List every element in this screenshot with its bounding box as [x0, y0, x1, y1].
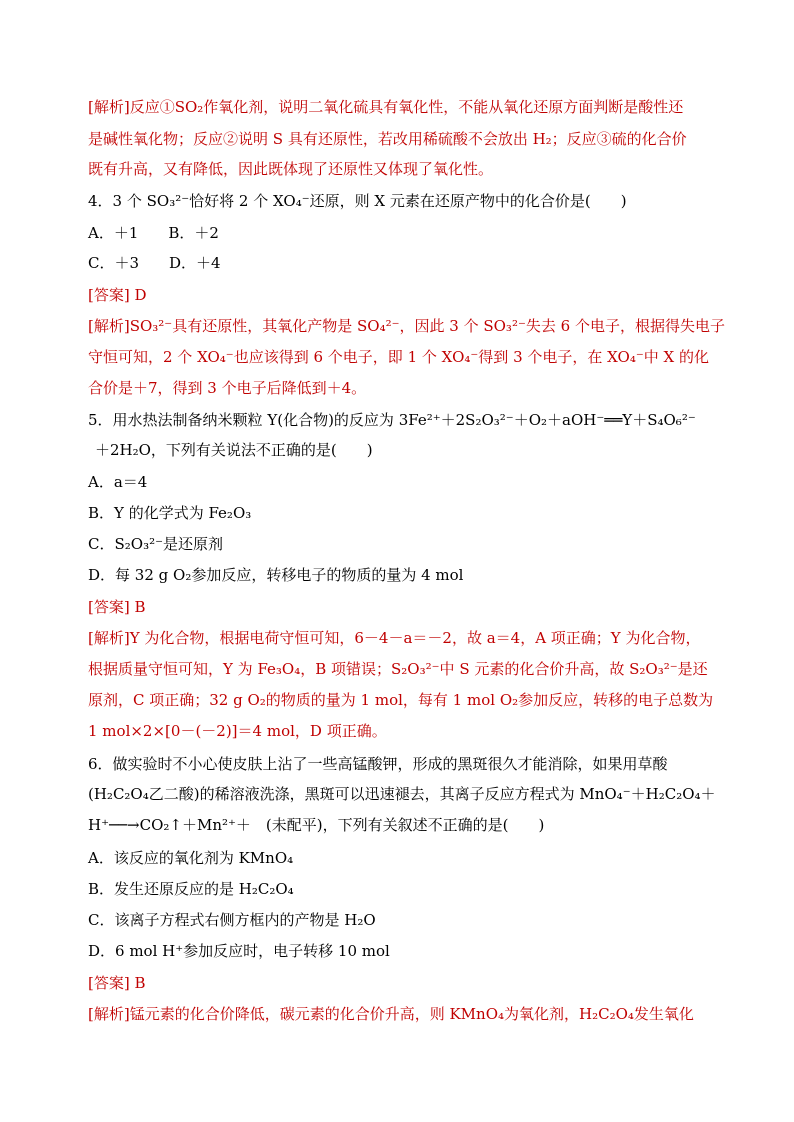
- text-line: [解析]反应①SO₂作氧化剂，说明二氧化硫具有氧化性，不能从氧化还原方面判断是酸性还: [88, 98, 684, 116]
- text-line: A．该反应的氧化剂为 KMnO₄: [88, 849, 294, 867]
- text-line: 4．3 个 SO₃²⁻恰好将 2 个 XO₄⁻还原，则 X 元素在还原产物中的化合价是( ): [88, 192, 627, 210]
- text-line: 1 mol×2×[0－(－2)]＝4 mol，D 项正确。: [88, 722, 387, 740]
- text-line: (H₂C₂O₄乙二酸)的稀溶液洗涤，黑斑可以迅速褪去，其离子反应方程式为 MnO₄⁻＋H₂C₂O₄＋: [88, 785, 716, 803]
- text-line: [答案] B: [88, 974, 146, 992]
- text-line: 既有升高，又有降低，因此既体现了还原性又体现了氧化性。: [88, 160, 494, 178]
- text-line: 守恒可知，2 个 XO₄⁻也应该得到 6 个电子，即 1 个 XO₄⁻得到 3 个电子，在 XO₄⁻中 X 的化: [88, 348, 710, 366]
- text-line: B．发生还原反应的是 H₂C₂O₄: [88, 880, 294, 898]
- text-line: D．6 mol H⁺参加反应时，电子转移 10 mol: [88, 942, 390, 960]
- text-line: [解析]锰元素的化合价降低，碳元素的化合价升高，则 KMnO₄为氧化剂，H₂C₂O₄发生氧化: [88, 1005, 694, 1023]
- text-line: 5．用水热法制备纳米颗粒 Y(化合物)的反应为 3Fe²⁺＋2S₂O₃²⁻＋O₂＋aOH⁻══Y＋S₄O₆²⁻: [88, 411, 696, 429]
- text-line: D．每 32 g O₂参加反应，转移电子的物质的量为 4 mol: [88, 566, 464, 584]
- text-line: H⁺──→CO₂↑＋Mn²⁺＋ (未配平)，下列有关叙述不正确的是( ): [88, 816, 545, 834]
- text-line: [解析]SO₃²⁻具有还原性，其氧化产物是 SO₄²⁻，因此 3 个 SO₃²⁻失去 6 个电子，根据得失电子: [88, 317, 725, 335]
- text-line: A．a＝4: [88, 473, 148, 491]
- text-line: [解析]Y 为化合物，根据电荷守恒可知，6－4－a＝－2，故 a＝4，A 项正确；Y 为化合物，: [88, 629, 701, 647]
- text-line: 合价是＋7，得到 3 个电子后降低到＋4。: [88, 379, 367, 397]
- text-line: 原剂，C 项正确；32 g O₂的物质的量为 1 mol，每有 1 mol O₂参加反应，转移的电子总数为: [88, 691, 714, 709]
- text-line: 根据质量守恒可知，Y 为 Fe₃O₄，B 项错误；S₂O₃²⁻中 S 元素的化合价升高，故 S₂O₃²⁻是还: [88, 660, 708, 678]
- text-line: 是碱性氧化物；反应②说明 S 具有还原性，若改用稀硫酸不会放出 H₂；反应③硫的化合价: [88, 130, 687, 148]
- text-line: B．Y 的化学式为 Fe₂O₃: [88, 504, 252, 522]
- text-line: C．＋3 D．＋4: [88, 254, 221, 272]
- text-line: [答案] D: [88, 286, 147, 304]
- text-line: C．S₂O₃²⁻是还原剂: [88, 535, 224, 553]
- text-line: C．该离子方程式右侧方框内的产物是 H₂O: [88, 911, 376, 929]
- text-line: [答案] B: [88, 598, 146, 616]
- text-line: 6．做实验时不小心使皮肤上沾了一些高锰酸钾，形成的黑斑很久才能消除，如果用草酸: [88, 755, 668, 773]
- text-line: ＋2H₂O，下列有关说法不正确的是( ): [95, 441, 373, 459]
- text-line: A．＋1 B．＋2: [88, 224, 219, 242]
